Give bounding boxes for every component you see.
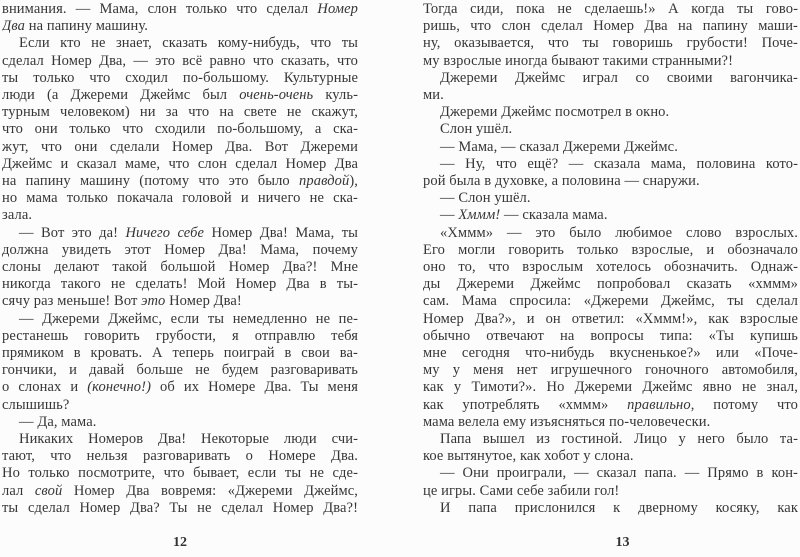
- text-line: кое вытянутое, как хобот у слона.: [423, 448, 634, 465]
- page-number: 13: [615, 535, 630, 550]
- text-line: слоны делают такой большой Номер Два?! Мне: [2, 259, 358, 276]
- text-line: — Они проиграли, — сказал папа. — Прямо в кон-: [440, 465, 798, 482]
- italic-text: (конечно!): [87, 379, 151, 396]
- text-line: мне сегодня что-нибудь вкусненькое?» или «Поче-: [423, 345, 798, 362]
- text-line: слышишь?: [2, 396, 70, 413]
- text-line: Два на папину машину.: [2, 18, 149, 35]
- text-line: о слонах и (конечно!) об их Номере Два. Ты меня: [2, 379, 358, 396]
- text-line: — Слон ушёл.: [440, 190, 531, 207]
- text-line: Его могли говорить только взрослые, и обозначало: [423, 241, 798, 258]
- page-left: [2, 1, 358, 557]
- text-line: — Ну, что ещё? — сказала мама, половина кото-: [440, 155, 798, 172]
- text-line: но мама только покачала головой и ничего не ска-: [2, 190, 358, 207]
- text-line: тают, что нельзя разговаривать о Номере Два.: [2, 448, 358, 465]
- italic-text: очень-очень: [239, 87, 314, 104]
- text-line: внимания. — Мама, слон только что сделал Номер: [2, 1, 358, 17]
- text-line: ты только что сходил по-большому. Культурные: [2, 69, 358, 86]
- italic-text: правильно: [627, 396, 691, 413]
- text-line: Никаких Номеров Два! Некоторые люди счи-: [19, 431, 358, 448]
- italic-text: Ничего себе: [125, 224, 205, 241]
- text-line: Папа вышел из гостиной. Лицо у него было та-: [440, 431, 798, 448]
- text-line: лал свой Номер Два вовремя: «Джереми Джеймс,: [2, 482, 358, 499]
- text-line: — Да, мама.: [19, 413, 97, 430]
- text-line: рой была в духовке, а половина — снаружи.: [423, 173, 700, 190]
- text-line: му взрослые иногда бывают такими странными?!: [423, 52, 734, 69]
- page-text: [423, 1, 798, 517]
- italic-text: Два: [2, 18, 25, 35]
- page-text: [2, 1, 358, 517]
- text-line: жут, что они сделали Номер Два. Вот Джереми: [2, 138, 358, 155]
- text-line: обычно отвечают на вопросы типа: «Ты купишь: [423, 327, 798, 344]
- text-line: зала.: [2, 207, 33, 224]
- text-line: — Мама, — сказал Джереми Джеймс.: [440, 138, 678, 155]
- text-line: Слон ушёл.: [440, 121, 513, 138]
- text-line: ми.: [423, 87, 444, 104]
- italic-text: свой: [34, 482, 63, 499]
- text-line: люди (а Джереми Джеймс был очень-очень куль-: [2, 87, 358, 104]
- text-line: — Джереми Джеймс, если ты немедленно не пе-: [19, 310, 358, 327]
- text-line: турным человеком) ни за что на свете не скажут,: [2, 104, 358, 121]
- text-line: Если кто не знает, сказать кому-нибудь, что ты: [19, 35, 358, 52]
- text-line: це игры. Сами себе забили гол!: [423, 482, 620, 499]
- text-line: ды Джереми Джеймс попробовал сказать «хммм»: [423, 276, 798, 293]
- text-line: Номер Два?», и он ответил: «Хммм!», как взрослые: [423, 310, 798, 327]
- text-line: как у Тимоти?». Но Джереми Джеймс явно не знал,: [423, 379, 798, 396]
- text-line: никогда такого не сделать! Мой Номер Два в ты-: [2, 276, 358, 293]
- text-line: му у меня нет игрушечного гоночного автомобиля,: [423, 362, 798, 379]
- text-line: И папа прислонился к дверному косяку, как: [440, 499, 798, 516]
- text-line: ришь, что слон сделал Номер Два на папину маши-: [423, 18, 798, 35]
- text-line: Тогда сиди, пока не сделаешь!» А когда ты гово-: [423, 1, 798, 17]
- text-line: — Хммм! — сказала мама.: [440, 207, 608, 224]
- text-line: сам. Мама спросила: «Джереми Джеймс, ты сделал: [423, 293, 798, 310]
- text-line: прямиком в кровать. А теперь поиграй в свои ва-: [2, 345, 358, 362]
- text-line: сячу раз меньше! Вот это Номер Два!: [2, 293, 242, 310]
- text-line: как употреблять «хммм» правильно, потому что: [423, 396, 798, 413]
- text-line: Джереми Джеймс играл со своими вагончика-: [440, 69, 798, 86]
- text-line: ты сделал Номер Два? Ты не сделал Номер Два?!: [2, 499, 358, 516]
- text-line: сделал Номер Два, — это всё равно что сказать, что: [2, 52, 358, 69]
- text-line: что они только что сходили по-большому, а ска-: [2, 121, 358, 138]
- text-line: «Хммм» — это было любимое слово взрослых.: [440, 224, 798, 241]
- text-line: мама велела ему изъясняться по-человечески.: [423, 413, 711, 430]
- text-line: ну, оказывается, что ты говоришь грубости! Поче-: [423, 35, 798, 52]
- italic-text: Хммм!: [458, 207, 501, 224]
- text-line: Но только посмотрите, что бывает, если ты не сде-: [2, 465, 358, 482]
- italic-text: правдой: [299, 173, 350, 190]
- italic-text: это: [141, 293, 166, 310]
- italic-text: Номер: [317, 1, 358, 17]
- text-line: Джереми Джеймс посмотрел в окно.: [440, 104, 670, 121]
- text-line: — Вот это да! Ничего себе Номер Два! Мама, ты: [19, 224, 358, 241]
- page-number: 12: [173, 535, 187, 550]
- text-line: оно то, что взрослым хотелось обозначить. Однаж-: [423, 259, 798, 276]
- text-line: гончики, и давай больше не будем разговаривать: [2, 362, 358, 379]
- text-line: Джеймс и сказал маме, что слон сделал Номер Два: [2, 155, 358, 172]
- text-line: должна увидеть этот Номер Два! Мама, почему: [2, 241, 358, 258]
- text-line: на папину машину (потому что это было правдой),: [2, 173, 358, 190]
- page-right: [423, 1, 798, 557]
- text-line: рестанешь говорить грубости, я отправлю тебя: [2, 327, 358, 344]
